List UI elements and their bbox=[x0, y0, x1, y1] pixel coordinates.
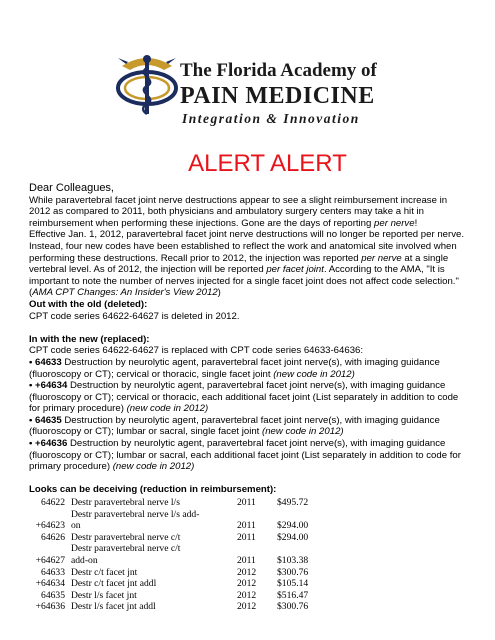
table-row bbox=[29, 509, 337, 521]
intro-paragraph bbox=[29, 195, 469, 299]
year-cell: 2012 bbox=[237, 601, 257, 613]
description-cell: Destr l/s facet jnt addl bbox=[71, 601, 156, 613]
code-item bbox=[29, 438, 469, 473]
amount-cell: $105.14 bbox=[277, 578, 309, 590]
description-cell: add-on bbox=[71, 555, 98, 566]
table-row bbox=[29, 601, 337, 613]
amount-cell bbox=[277, 509, 337, 521]
in-heading bbox=[29, 334, 469, 346]
code-note: (new code in 2012) bbox=[273, 368, 355, 380]
year-cell bbox=[237, 543, 277, 555]
code-label: • 64635 bbox=[29, 414, 62, 426]
amount-cell bbox=[277, 543, 337, 555]
description-cell: Destr c/t facet jnt bbox=[71, 566, 138, 578]
code-text: Destruction by neurolytic agent, paravertebral facet joint nerve(s), with imaging guidance (fluoroscopy or CT); cervical or thoracic, each additional facet joint (List separately in addition to code for primary procedure) bbox=[29, 380, 459, 415]
effective-emphasis-1: per nerve bbox=[361, 252, 402, 264]
code-item bbox=[29, 380, 469, 415]
code-note: (new code in 2012) bbox=[126, 403, 209, 415]
letter-body bbox=[29, 183, 469, 613]
table-row bbox=[29, 578, 337, 590]
intro-emphasis: per nerve bbox=[374, 217, 415, 229]
code-item bbox=[29, 357, 469, 380]
year-cell: 2011 bbox=[237, 531, 256, 543]
table-row bbox=[29, 567, 337, 579]
year-cell: 2011 bbox=[237, 520, 256, 532]
code-item bbox=[29, 415, 469, 438]
code-text: Destruction by neurolytic agent, paravertebral facet joint nerve(s), with imaging guidance (fluoroscopy or CT); lumbar or sacral, single facet joint bbox=[29, 414, 440, 438]
reimbursement-table bbox=[29, 497, 337, 613]
logo-tagline: Integration & Innovation bbox=[182, 111, 360, 126]
year-cell: 2011 bbox=[237, 497, 256, 509]
code-text: Destruction by neurolytic agent, paravertebral facet joint nerve(s), with imaging guidance (fluoroscopy or CT); cervical or thoracic, single facet joint bbox=[29, 356, 440, 380]
out-heading bbox=[29, 299, 469, 311]
in-intro: CPT code series 64622-64627 is replaced with CPT code series 64633-64636: bbox=[29, 345, 364, 357]
intro-end: ! bbox=[414, 217, 418, 229]
out-text: CPT code series 64622-64627 is deleted in 2012. bbox=[29, 310, 240, 322]
cpt-code-cell: 64622 bbox=[41, 497, 65, 509]
description-cell: Destr paravertebral nerve l/s add- bbox=[71, 508, 200, 520]
code-label: • +64634 bbox=[29, 380, 68, 392]
code-label: • +64636 bbox=[29, 438, 68, 450]
cpt-code-cell: 64626 bbox=[41, 531, 65, 543]
cpt-code-cell: +64634 bbox=[35, 578, 65, 590]
table-row bbox=[29, 543, 337, 555]
year-cell: 2012 bbox=[237, 589, 257, 601]
year-cell: 2011 bbox=[237, 555, 256, 566]
amount-cell: $294.00 bbox=[277, 531, 309, 543]
amount-cell: $300.76 bbox=[277, 601, 309, 613]
description-cell: Destr paravertebral nerve l/s bbox=[71, 497, 180, 509]
effective-end: . According to the AMA, "It is important to note the number of nerves injected for a single facet joint does not affect code selection." ( bbox=[29, 264, 459, 299]
effective-text: Effective Jan. 1, 2012, paravertebral facet joint nerve destructions will no longer be reported per nerve. Instead, four new codes have been established to reflect the work and anatomical site involved when performing these destructions. Recall prior to 2012, the injection was reported bbox=[29, 229, 464, 264]
effective-emphasis-2: per facet joint bbox=[266, 264, 324, 276]
amount-cell: $103.38 bbox=[277, 555, 309, 566]
description-cell: on bbox=[71, 520, 81, 532]
code-note: (new code in 2012) bbox=[112, 461, 195, 473]
description-cell: Destr paravertebral nerve c/t bbox=[71, 543, 181, 555]
cpt-code-cell bbox=[29, 509, 69, 521]
year-cell: 2012 bbox=[237, 566, 257, 578]
amount-cell: $294.00 bbox=[277, 520, 309, 532]
table-row bbox=[29, 555, 337, 567]
cpt-code-cell: +64627 bbox=[35, 555, 65, 566]
description-cell: Destr l/s facet jnt bbox=[71, 589, 137, 601]
code-note: (new code in 2012) bbox=[262, 426, 344, 438]
amount-cell: $300.76 bbox=[277, 566, 309, 578]
looks-heading-text: Looks can be deceiving (reduction in reimbursement): bbox=[29, 484, 277, 496]
out-heading-text: Out with the old (deleted): bbox=[29, 298, 148, 310]
academy-logo bbox=[100, 50, 400, 135]
ama-citation: AMA CPT Changes: An Insider's View 2012 bbox=[32, 287, 218, 299]
alert-heading: ALERT ALERT bbox=[188, 150, 347, 177]
caduceus-logo-icon bbox=[114, 52, 180, 118]
cpt-code-cell: 64633 bbox=[41, 566, 65, 578]
year-cell: 2012 bbox=[237, 578, 257, 590]
citation-close: ) bbox=[217, 287, 221, 299]
description-cell: Destr paravertebral nerve c/t bbox=[71, 531, 181, 543]
cpt-code-cell: 64635 bbox=[41, 589, 65, 601]
logo-title-line1: The Florida Academy of bbox=[180, 60, 377, 81]
amount-cell: $516.47 bbox=[277, 589, 309, 601]
greeting: Dear Colleagues, bbox=[29, 182, 114, 194]
code-text: Destruction by neurolytic agent, paravertebral facet joint nerve(s), with imaging guidance (fluoroscopy or CT); lumbar or sacral, each additional facet joint (List separately in addition to code for primary procedure) bbox=[29, 438, 461, 473]
year-cell bbox=[237, 509, 277, 521]
in-heading-text: In with the new (replaced): bbox=[29, 333, 150, 345]
effective-mid: at a single vertebral level. As of 2012, the injection will be reported bbox=[29, 252, 449, 276]
cpt-code-cell: +64636 bbox=[35, 601, 65, 613]
cpt-code-cell: +64623 bbox=[35, 520, 65, 532]
table-row bbox=[29, 590, 337, 602]
table-row bbox=[29, 520, 337, 532]
table-row bbox=[29, 497, 337, 509]
amount-cell: $495.72 bbox=[277, 497, 309, 509]
table-row bbox=[29, 532, 337, 544]
logo-title-line2: PAIN MEDICINE bbox=[180, 83, 375, 109]
code-label: • 64633 bbox=[29, 356, 62, 368]
looks-heading bbox=[29, 484, 469, 496]
intro-text: While paravertebral facet joint nerve destructions appear to see a slight reimbursement increase in 2012 as compared to 2011, both physicians and ambulatory surgery centers may take a hit in reimbursement when performing these injections. Gone are the days of reporting bbox=[29, 194, 448, 229]
cpt-code-cell bbox=[29, 543, 69, 555]
description-cell: Destr c/t facet jnt addl bbox=[71, 578, 157, 590]
